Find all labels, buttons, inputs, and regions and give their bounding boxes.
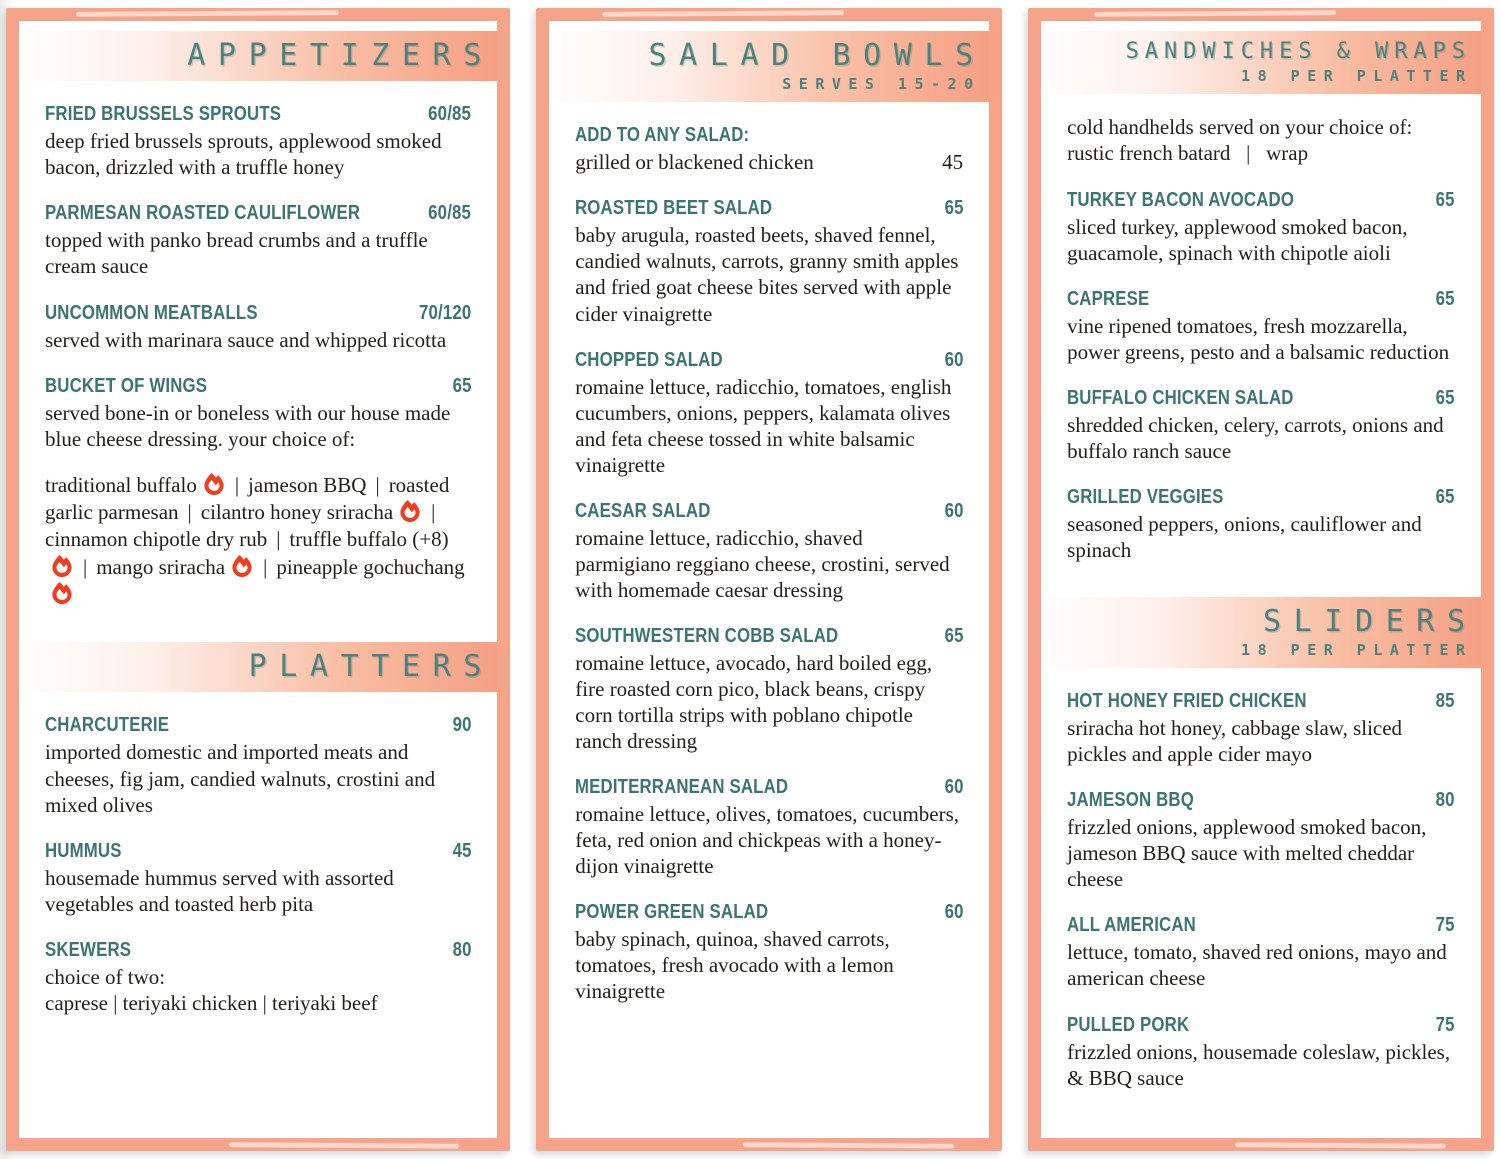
menu-item-name: BUCKET OF WINGS: [45, 374, 208, 397]
wing-flavor: mango sriracha: [96, 554, 226, 579]
menu-item-name: MEDITERRANEAN SALAD: [575, 775, 789, 798]
menu-item-price: 65: [1435, 287, 1456, 310]
menu-item-turkey-bacon-avocado: [1067, 189, 1455, 266]
flame-spicy-icon: [232, 555, 252, 577]
menu-item-name: TURKEY BACON AVOCADO: [1067, 188, 1295, 211]
menu-item-fried-brussels-sprouts: [45, 103, 471, 180]
menu-item-header: [575, 500, 963, 522]
menu-item-header: [575, 349, 963, 371]
menu-item-header: [1067, 189, 1455, 211]
menu-item-header: [45, 714, 471, 736]
menu-item-chopped-salad: [575, 349, 963, 478]
menu-item-header: [45, 103, 471, 125]
menu-item-price: 65: [1435, 188, 1456, 211]
menu-item-description: baby arugula, roasted beets, shaved fennel, candied walnuts, carrots, granny smith apples and fried goat cheese bites served with apple cider vinaigrette: [575, 223, 959, 326]
wing-flavor: cinnamon chipotle dry rub: [45, 527, 268, 552]
section-header-band: [1041, 31, 1481, 94]
menu-item-description: served bone-in or boneless with our house made blue cheese dressing. your choice of:: [45, 400, 451, 451]
wing-flavor: traditional buffalo: [45, 472, 197, 497]
choice-separator: |: [83, 554, 88, 579]
menu-item-price: 45: [452, 839, 472, 862]
menu-item-description: romaine lettuce, olives, tomatoes, cucumbers, feta, red onion and chickpeas with a honey-dijon vinaigrette: [575, 801, 960, 878]
menu-item-add-to-any-salad: [575, 124, 963, 175]
menu-item-description: served with marinara sauce and whipped ricotta: [45, 327, 447, 352]
section-sandwiches-wraps: [1067, 31, 1473, 563]
section-platters: [45, 642, 494, 1016]
menu-item-description: frizzled onions, housemade coleslaw, pickles, & BBQ sauce: [1067, 1039, 1451, 1090]
wing-flavor: truffle buffalo (+8): [289, 527, 449, 552]
flame-spicy-icon: [52, 582, 72, 604]
menu-item-description: baby spinach, quinoa, shaved carrots, tomatoes, fresh avocado with a lemon vinaigrette: [575, 926, 894, 1004]
menu-item-header: [45, 939, 471, 961]
menu-item-description: grilled or blackened chicken: [575, 150, 814, 175]
menu-item-description: shredded chicken, celery, carrots, onions and buffalo ranch sauce: [1067, 412, 1444, 463]
menu-item-price: 65: [1435, 386, 1456, 409]
menu-item-price: 60: [944, 775, 964, 798]
section-header-band: [19, 642, 497, 692]
section-sliders: [1067, 597, 1478, 1091]
menu-item-header: [1067, 387, 1455, 409]
menu-item-header: [1067, 690, 1455, 712]
menu-item-description: deep fried brussels sprouts, applewood smoked bacon, drizzled with a truffle honey: [45, 129, 442, 180]
menu-item-description: [45, 964, 471, 1016]
menu-item-header: [45, 840, 471, 862]
menu-item-price: 75: [1435, 1013, 1456, 1036]
menu-item-price: 60/85: [428, 202, 472, 225]
choice-separator: |: [263, 554, 268, 579]
section-appetizers: [45, 31, 494, 608]
menu-item-header: [1067, 486, 1455, 508]
menu-item-header: [1067, 789, 1455, 811]
wing-flavor-choices: [45, 472, 471, 608]
menu-item-description: topped with panko bread crumbs and a truffle cream sauce: [45, 228, 428, 279]
menu-item-name: JAMESON BBQ: [1067, 789, 1195, 812]
menu-item-charcuterie: [45, 714, 471, 817]
menu-item-name: POWER GREEN SALAD: [575, 900, 769, 923]
menu-item-description: sliced turkey, applewood smoked bacon, guacamole, spinach with chipotle aioli: [1067, 214, 1408, 265]
menu-column: [1028, 8, 1494, 1151]
menu-item-buffalo-chicken-salad: [1067, 387, 1455, 464]
menu-item-header: [1067, 914, 1455, 936]
menu-item-header: [575, 124, 963, 146]
menu-item-grilled-veggies: [1067, 486, 1455, 563]
choice-separator: |: [375, 472, 380, 497]
section-title: SLIDERS: [1262, 603, 1478, 639]
menu-item-description: lettuce, tomato, shaved red onions, mayo and american cheese: [1067, 940, 1447, 991]
flame-spicy-icon: [204, 473, 224, 495]
menu-item-price: 85: [1435, 690, 1456, 713]
menu-item-price: 65: [944, 624, 964, 647]
menu-item-name: HOT HONEY FRIED CHICKEN: [1067, 690, 1307, 713]
menu-item-name: SKEWERS: [45, 938, 132, 961]
menu-item-name: ADD TO ANY SALAD:: [575, 124, 750, 147]
section-intro-line: rustic french batard | wrap: [1067, 141, 1309, 166]
menu-item-add-on-price: 45: [942, 150, 964, 175]
section-header-band: [549, 31, 989, 102]
menu-item-header: [575, 901, 963, 923]
menu-item-pulled-pork: [1067, 1014, 1455, 1091]
menu-item-header: [45, 302, 471, 324]
menu-item-name: FRIED BRUSSELS SPROUTS: [45, 103, 282, 126]
menu-item-name: CHOPPED SALAD: [575, 348, 724, 371]
menu-item-price: 65: [1435, 485, 1456, 508]
menu-item-description: imported domestic and imported meats and cheeses, fig jam, candied walnuts, crostini and mixed olives: [45, 740, 436, 817]
section-subtitle: SERVES 15-20: [782, 75, 981, 94]
menu-item-header: [575, 197, 963, 219]
choice-separator: |: [234, 472, 240, 497]
section-header-band: [19, 31, 497, 81]
menu-item-price: 65: [944, 197, 964, 220]
wing-flavor: roasted garlic parmesan: [45, 472, 450, 524]
menu-item-description: sriracha hot honey, cabbage slaw, sliced pickles and apple cider mayo: [1067, 716, 1403, 767]
wing-flavor: cilantro honey sriracha: [200, 499, 394, 524]
menu-item-name: GRILLED VEGGIES: [1067, 485, 1224, 508]
menu-item-skewers: [45, 939, 471, 1016]
menu-item-description: romaine lettuce, radicchio, tomatoes, english cucumbers, onions, peppers, kalamata olives and feta cheese tossed in white balsamic vinaigrette: [575, 374, 952, 477]
menu-column: [536, 8, 1002, 1151]
menu-item-price: 70/120: [418, 301, 472, 324]
menu-item-price: 60: [944, 348, 964, 371]
menu-item-name: CAPRESE: [1067, 287, 1150, 310]
menu-item-jameson-bbq: [1067, 789, 1455, 892]
menu-item-name: PARMESAN ROASTED CAULIFLOWER: [45, 202, 361, 225]
menu-item-name: PULLED PORK: [1067, 1013, 1190, 1036]
menu-item-name: ROASTED BEET SALAD: [575, 197, 773, 220]
menu-item-header: [575, 625, 963, 647]
menu-column: [6, 8, 510, 1151]
menu-item-mediterranean-salad: [575, 776, 963, 879]
menu-item-name: CAESAR SALAD: [575, 499, 711, 522]
menu-item-price: 80: [1435, 789, 1456, 812]
menu-item-description: frizzled onions, applewood smoked bacon, jameson BBQ sauce with melted cheddar cheese: [1067, 815, 1427, 892]
flame-spicy-icon: [52, 555, 72, 577]
menu-item-description: romaine lettuce, radicchio, shaved parmigiano reggiano cheese, crostini, served with homemade caesar dressing: [575, 525, 950, 602]
menu-item-hummus: [45, 840, 471, 917]
menu-item-header: [575, 776, 963, 798]
menu-item-description: housemade hummus served with assorted vegetables and toasted herb pita: [45, 865, 394, 916]
menu-item-header: [45, 375, 471, 397]
menu-item-power-green-salad: [575, 901, 963, 1004]
section-subtitle: 18 PER PLATTER: [1241, 66, 1473, 85]
choice-separator: |: [431, 499, 436, 524]
section-title: SALAD BOWLS: [648, 38, 986, 73]
menu-item-roasted-beet-salad: [575, 197, 963, 326]
menu-item-name: HUMMUS: [45, 839, 122, 862]
menu-item-price: 60/85: [428, 103, 472, 126]
wing-flavor: jameson BBQ: [248, 472, 367, 497]
wing-flavor: pineapple gochuchang: [276, 554, 465, 579]
section-title: APPETIZERS: [187, 38, 494, 73]
menu-item-all-american: [1067, 914, 1455, 991]
menu-item-description: seasoned peppers, onions, cauliflower and spinach: [1067, 511, 1422, 562]
menu-item-description: romaine lettuce, avocado, hard boiled egg, fire roasted corn pico, black beans, crispy corn tortilla strips with poblano chipotle ranch dressing: [575, 650, 933, 753]
section-header-band: [1041, 597, 1481, 668]
menu-item-name: ALL AMERICAN: [1067, 914, 1197, 937]
menu-item-header: [1067, 288, 1455, 310]
menu-item-name: SOUTHWESTERN COBB SALAD: [575, 624, 839, 647]
flame-spicy-icon: [400, 500, 420, 522]
section-intro: [1067, 114, 1455, 167]
section-title: SANDWICHES & WRAPS: [1125, 39, 1471, 64]
menu-item-price: 65: [452, 374, 472, 397]
menu-item-header: [1067, 1014, 1455, 1036]
menu-item-description-row: [575, 149, 963, 175]
menu-item-name: BUFFALO CHICKEN SALAD: [1067, 386, 1294, 409]
menu-item-header: [45, 202, 471, 224]
choice-separator: |: [276, 527, 281, 552]
menu-item-southwestern-cobb-salad: [575, 625, 963, 754]
menu-item-price: 80: [452, 938, 472, 961]
menu-item-price: 60: [944, 499, 964, 522]
menu-item-description-line: choice of two:: [45, 964, 166, 989]
menu-item-uncommon-meatballs: [45, 302, 471, 353]
menu-item-caesar-salad: [575, 500, 963, 603]
section-salad-bowls: [575, 31, 986, 1004]
menu-item-price: 60: [944, 900, 964, 923]
menu-item-parmesan-roasted-cauliflower: [45, 202, 471, 279]
menu-item-caprese: [1067, 288, 1455, 365]
menu-item-description: vine ripened tomatoes, fresh mozzarella, power greens, pesto and a balsamic reduction: [1067, 313, 1450, 364]
section-title: PLATTERS: [248, 649, 494, 685]
choice-separator: |: [187, 499, 192, 524]
menu-item-name: UNCOMMON MEATBALLS: [45, 301, 258, 324]
menu-item-name: CHARCUTERIE: [45, 714, 170, 737]
menu-item-description-line: caprese | teriyaki chicken | teriyaki beef: [45, 990, 378, 1015]
section-subtitle: 18 PER PLATTER: [1241, 641, 1473, 660]
menu-item-price: 90: [452, 714, 472, 737]
menu-item-hot-honey-fried-chicken: [1067, 690, 1455, 767]
menu-item-price: 75: [1435, 914, 1456, 937]
menu-item-bucket-of-wings: [45, 375, 471, 609]
section-intro-line: cold handhelds served on your choice of:: [1067, 114, 1413, 139]
